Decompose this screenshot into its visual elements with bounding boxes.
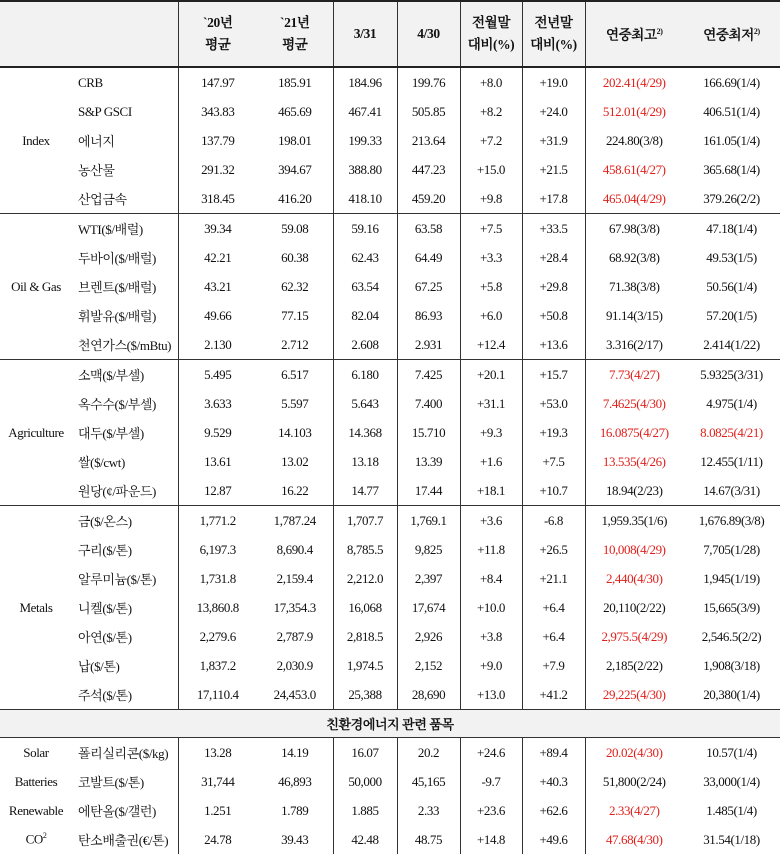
change-mom-cell: +7.2 (460, 126, 522, 155)
year-high-cell: 67.98(3/8) (585, 214, 683, 244)
change-yoy-cell: +17.8 (522, 184, 585, 214)
avg-2020-cell: 291.32 (178, 155, 257, 184)
change-yoy-cell: +31.9 (522, 126, 585, 155)
value-3-31-cell: 25,388 (333, 680, 397, 710)
value-4-30-cell: 2,152 (397, 651, 460, 680)
year-low-cell: 1,945(1/19) (703, 570, 760, 586)
change-mom-cell: +3.8 (460, 622, 522, 651)
year-high-cell: 16.0875(4/27) (585, 418, 683, 447)
change-mom-cell: +24.6 (460, 738, 522, 768)
value-3-31-cell: 50,000 (333, 767, 397, 796)
table-row (0, 796, 780, 825)
table-row (0, 738, 780, 768)
year-low-cell: 4.975(1/4) (706, 395, 757, 411)
avg-2021-cell: 2,787.9 (276, 628, 313, 644)
change-mom-cell: +5.8 (460, 272, 522, 301)
year-low-cell: 166.69(1/4) (703, 74, 760, 90)
header-3-31: 3/31 (333, 1, 397, 67)
change-yoy-cell: +10.7 (522, 476, 585, 506)
value-4-30-cell: 199.76 (397, 67, 460, 97)
avg-2021-cell: 8,690.4 (276, 541, 313, 557)
item-label: 옥수수($/부셀) (78, 397, 156, 412)
category-label (0, 796, 72, 825)
value-3-31-cell: 14.368 (333, 418, 397, 447)
avg-2020-cell: 17,110.4 (178, 680, 257, 710)
table-row (0, 126, 780, 155)
avg-2020-cell: 2.130 (178, 330, 257, 360)
avg-2021-cell: 46,893 (278, 773, 312, 789)
value-3-31-cell: 82.04 (333, 301, 397, 330)
year-low-cell: 49.53(1/5) (706, 249, 757, 265)
avg-2020-cell: 2,279.6 (178, 622, 257, 651)
header-year-low (683, 1, 780, 67)
table-row (0, 593, 780, 622)
item-label: 코발트($/톤) (78, 775, 144, 790)
header-2020-avg (178, 1, 257, 67)
table-row (0, 360, 780, 390)
avg-2020-cell: 1.251 (178, 796, 257, 825)
year-low-cell: 1,676.89(3/8) (698, 512, 765, 528)
change-yoy-cell: +89.4 (522, 738, 585, 768)
change-mom-cell: +14.8 (460, 825, 522, 854)
avg-2021-cell: 1.789 (281, 802, 309, 818)
year-high-cell: 68.92(3/8) (585, 243, 683, 272)
change-yoy-cell: +6.4 (522, 622, 585, 651)
value-4-30-cell: 63.58 (397, 214, 460, 244)
year-low-cell: 7,705(1/28) (703, 541, 760, 557)
avg-2021-cell: 14.103 (278, 424, 312, 440)
item-label: 금($/온스) (78, 514, 132, 529)
avg-2021-cell: 13.02 (281, 453, 309, 469)
value-4-30-cell: 28,690 (397, 680, 460, 710)
change-mom-cell: +10.0 (460, 593, 522, 622)
avg-2021-cell: 465.69 (278, 103, 312, 119)
change-yoy-cell: +7.5 (522, 447, 585, 476)
item-label: 농산물 (78, 163, 115, 178)
item-label: WTI($/배럴) (78, 222, 143, 237)
avg-2021-cell: 60.38 (281, 249, 309, 265)
year-low-cell: 57.20(1/5) (706, 307, 757, 323)
avg-2021-cell: 24,453.0 (273, 686, 316, 702)
table-row (0, 535, 780, 564)
value-3-31-cell: 2,212.0 (333, 564, 397, 593)
avg-2021-cell: 416.20 (257, 184, 333, 214)
value-3-31-cell: 388.80 (333, 155, 397, 184)
change-yoy-cell: +50.8 (522, 301, 585, 330)
year-high-cell: 10,008(4/29) (585, 535, 683, 564)
category-label (0, 738, 72, 768)
year-low-cell: 20,380(1/4) (703, 686, 760, 702)
year-high-cell: 2.33(4/27) (585, 796, 683, 825)
value-3-31-cell: 42.48 (333, 825, 397, 854)
item-label: 에탄올($/갤런) (78, 804, 156, 819)
table-row (0, 155, 780, 184)
year-high-cell: 1,959.35(1/6) (585, 506, 683, 536)
category-text: Solar (23, 744, 49, 760)
avg-2021-cell: 77.15 (281, 307, 309, 323)
value-3-31-cell: 199.33 (333, 126, 397, 155)
value-3-31-cell: 5.643 (333, 389, 397, 418)
avg-2021-cell: 185.91 (278, 74, 312, 90)
header-mom (460, 1, 522, 67)
item-label: 구리($/톤) (78, 543, 132, 558)
year-low-cell: 15,665(3/9) (703, 599, 760, 615)
change-yoy-cell: +49.6 (522, 825, 585, 854)
value-4-30-cell: 48.75 (397, 825, 460, 854)
change-mom-cell: +3.3 (460, 243, 522, 272)
value-3-31-cell: 13.18 (333, 447, 397, 476)
value-4-30-cell: 1,769.1 (397, 506, 460, 536)
item-label: 천연가스($/mBtu) (72, 330, 178, 360)
avg-2021-cell: 2,159.4 (276, 570, 313, 586)
avg-2020-cell: 39.34 (178, 214, 257, 244)
header-yoy (522, 1, 585, 67)
item-label: 소맥($/부셀) (78, 368, 144, 383)
value-3-31-cell: 418.10 (333, 184, 397, 214)
avg-2021-cell: 2,030.9 (276, 657, 313, 673)
item-label: 탄소배출권(€/톤) (78, 833, 169, 848)
table-row (0, 214, 780, 244)
change-mom-cell: +13.0 (460, 680, 522, 710)
change-yoy-cell: +15.7 (522, 360, 585, 390)
subscript-2: 2 (42, 831, 47, 841)
change-yoy-cell: +53.0 (522, 389, 585, 418)
change-yoy-cell: +26.5 (522, 535, 585, 564)
avg-2020-cell: 42.21 (178, 243, 257, 272)
change-yoy-cell: +21.5 (522, 155, 585, 184)
item-label: 폴리실리콘($/kg) (78, 746, 169, 761)
item-label: 두바이($/배럴) (78, 251, 156, 266)
header-year-high (585, 1, 683, 67)
value-4-30-cell: 2.33 (397, 796, 460, 825)
value-3-31-cell: 14.77 (333, 476, 397, 506)
header-blank (0, 1, 178, 67)
value-4-30-cell: 17,674 (397, 593, 460, 622)
table-row (0, 680, 780, 710)
value-4-30-cell: 13.39 (397, 447, 460, 476)
avg-2020-cell: 137.79 (178, 126, 257, 155)
footnote-marker: 2) (656, 27, 663, 37)
year-high-cell: 2,975.5(4/29) (585, 622, 683, 651)
section-title: 친환경에너지 관련 품목 (0, 710, 780, 738)
change-yoy-cell: +62.6 (522, 796, 585, 825)
value-4-30-cell: 20.2 (397, 738, 460, 768)
table-row (0, 272, 780, 301)
header-text: 전년말 (534, 15, 573, 30)
item-label: 아연($/톤) (78, 630, 132, 645)
value-3-31-cell: 62.43 (333, 243, 397, 272)
table-row (0, 651, 780, 680)
category-text: CO (25, 831, 43, 847)
change-mom-cell: +18.1 (460, 476, 522, 506)
table-row (0, 825, 780, 854)
table-row (0, 476, 780, 506)
year-low-cell: 10.57(1/4) (706, 744, 757, 760)
change-yoy-cell: +33.5 (522, 214, 585, 244)
change-mom-cell: +9.0 (460, 651, 522, 680)
avg-2020-cell: 43.21 (178, 272, 257, 301)
table-row (0, 418, 780, 447)
table-row (0, 447, 780, 476)
year-low-cell: 161.05(1/4) (703, 132, 760, 148)
change-yoy-cell: +6.4 (522, 593, 585, 622)
item-label: 원당(¢/파운드) (72, 476, 178, 506)
header-text: `20년 (203, 15, 233, 30)
item-label: 휘발유($/배럴) (78, 309, 156, 324)
value-4-30-cell: 9,825 (397, 535, 460, 564)
value-3-31-cell: 1.885 (333, 796, 397, 825)
change-yoy-cell: +7.9 (522, 651, 585, 680)
value-4-30-cell: 459.20 (397, 184, 460, 214)
avg-2020-cell: 343.83 (178, 97, 257, 126)
value-3-31-cell: 1,707.7 (333, 506, 397, 536)
year-high-cell: 512.01(4/29) (585, 97, 683, 126)
table-row (0, 97, 780, 126)
year-low-cell: 47.18(1/4) (706, 220, 757, 236)
avg-2021-cell: 59.08 (281, 220, 309, 236)
table-row (0, 622, 780, 651)
table-row (0, 184, 780, 214)
year-high-cell: 29,225(4/30) (585, 680, 683, 710)
category-text: Batteries (14, 773, 58, 789)
change-yoy-cell: +28.4 (522, 243, 585, 272)
change-yoy-cell: +24.0 (522, 97, 585, 126)
change-mom-cell: +1.6 (460, 447, 522, 476)
change-mom-cell: +9.8 (460, 184, 522, 214)
table-row (0, 67, 780, 97)
avg-2020-cell: 147.97 (178, 67, 257, 97)
header-text: 평균 (282, 37, 308, 52)
table-row (0, 564, 780, 593)
category-label: Agriculture (0, 360, 72, 506)
value-3-31-cell: 63.54 (333, 272, 397, 301)
change-mom-cell: +31.1 (460, 389, 522, 418)
year-high-cell: 51,800(2/24) (585, 767, 683, 796)
year-low-cell: 12.455(1/11) (700, 453, 763, 469)
year-high-cell: 3.316(2/17) (585, 330, 683, 360)
avg-2020-cell: 6,197.3 (178, 535, 257, 564)
value-4-30-cell: 17.44 (397, 476, 460, 506)
item-label: 브렌트($/배럴) (78, 280, 156, 295)
value-4-30-cell: 15.710 (397, 418, 460, 447)
year-high-cell: 458.61(4/27) (585, 155, 683, 184)
avg-2020-cell: 5.495 (178, 360, 257, 390)
change-mom-cell: +8.0 (460, 67, 522, 97)
avg-2021-cell: 5.597 (281, 395, 309, 411)
avg-2021-cell: 1,787.24 (273, 512, 316, 528)
value-3-31-cell: 2.608 (333, 330, 397, 360)
avg-2020-cell: 13.61 (178, 447, 257, 476)
year-low-cell: 33,000(1/4) (703, 773, 760, 789)
year-high-cell: 20.02(4/30) (585, 738, 683, 768)
value-4-30-cell: 2,397 (397, 564, 460, 593)
header-text: 평균 (205, 37, 231, 52)
avg-2021-cell: 394.67 (278, 161, 312, 177)
year-high-cell: 91.14(3/15) (585, 301, 683, 330)
category-label (0, 767, 72, 796)
year-low-cell: 5.9325(3/31) (700, 366, 763, 382)
avg-2021-cell: 2.712 (257, 330, 333, 360)
category-label: Metals (19, 599, 53, 615)
item-label: 주석($/톤) (78, 688, 132, 703)
year-high-cell: 7.4625(4/30) (585, 389, 683, 418)
value-4-30-cell: 7.425 (397, 360, 460, 390)
change-mom-cell: +9.3 (460, 418, 522, 447)
avg-2021-cell: 16.22 (257, 476, 333, 506)
year-low-cell: 50.56(1/4) (706, 278, 757, 294)
value-4-30-cell: 447.23 (397, 155, 460, 184)
change-mom-cell: +3.6 (460, 506, 522, 536)
change-yoy-cell: +19.0 (522, 67, 585, 97)
avg-2021-cell: 6.517 (281, 366, 309, 382)
header-text: 연중최저 (703, 27, 754, 43)
year-low-cell: 1.485(1/4) (706, 802, 757, 818)
value-4-30-cell: 213.64 (397, 126, 460, 155)
year-high-cell: 202.41(4/29) (585, 67, 683, 97)
value-4-30-cell: 67.25 (397, 272, 460, 301)
change-mom-cell: -9.7 (460, 767, 522, 796)
header-text: 전월말 (472, 15, 510, 30)
avg-2021-cell: 14.19 (281, 744, 309, 760)
header-text: 대비(%) (467, 37, 515, 52)
header-text: 연중최고 (606, 27, 657, 43)
item-label: 쌀($/cwt) (78, 455, 125, 470)
table-body (0, 67, 780, 854)
value-3-31-cell: 2,818.5 (333, 622, 397, 651)
change-mom-cell: +11.8 (460, 535, 522, 564)
section-row (0, 710, 780, 738)
avg-2020-cell: 3.633 (178, 389, 257, 418)
item-label: 산업금속 (72, 184, 178, 214)
change-mom-cell: +8.4 (460, 564, 522, 593)
value-3-31-cell: 6.180 (333, 360, 397, 390)
year-low-cell: 2,546.5(2/2) (701, 628, 762, 644)
year-high-cell: 465.04(4/29) (585, 184, 683, 214)
table-row (0, 389, 780, 418)
avg-2021-cell: 198.01 (278, 132, 312, 148)
change-mom-cell: +6.0 (460, 301, 522, 330)
header-text: 대비(%) (530, 37, 577, 52)
avg-2021-cell: 17,354.3 (273, 599, 316, 615)
table-header (0, 1, 780, 67)
year-high-cell: 47.68(4/30) (585, 825, 683, 854)
table-row (0, 506, 780, 536)
avg-2020-cell: 1,837.2 (178, 651, 257, 680)
header-text: `21년 (280, 15, 310, 30)
change-yoy-cell: -6.8 (522, 506, 585, 536)
change-yoy-cell: +13.6 (522, 330, 585, 360)
value-4-30-cell: 2.931 (397, 330, 460, 360)
year-low-cell: 379.26(2/2) (683, 184, 780, 214)
change-mom-cell: +23.6 (460, 796, 522, 825)
avg-2020-cell: 12.87 (178, 476, 257, 506)
avg-2020-cell: 49.66 (178, 301, 257, 330)
avg-2020-cell: 1,771.2 (178, 506, 257, 536)
year-low-cell: 8.0825(4/21) (700, 424, 763, 440)
avg-2021-cell: 62.32 (281, 278, 309, 294)
change-yoy-cell: +41.2 (522, 680, 585, 710)
value-4-30-cell: 2,926 (397, 622, 460, 651)
avg-2020-cell: 31,744 (178, 767, 257, 796)
year-high-cell: 7.73(4/27) (585, 360, 683, 390)
year-high-cell: 13.535(4/26) (585, 447, 683, 476)
table-row (0, 330, 780, 360)
avg-2020-cell: 9.529 (178, 418, 257, 447)
avg-2021-cell: 39.43 (281, 831, 309, 847)
year-low-cell: 406.51(1/4) (703, 103, 760, 119)
avg-2020-cell: 318.45 (178, 184, 257, 214)
value-3-31-cell: 1,974.5 (333, 651, 397, 680)
table-row (0, 767, 780, 796)
value-3-31-cell: 184.96 (333, 67, 397, 97)
header-2021-avg (257, 1, 333, 67)
value-3-31-cell: 8,785.5 (333, 535, 397, 564)
avg-2020-cell: 13,860.8 (178, 593, 257, 622)
year-high-cell: 2,185(2/22) (585, 651, 683, 680)
value-3-31-cell: 467.41 (333, 97, 397, 126)
year-low-cell: 14.67(3/31) (683, 476, 780, 506)
avg-2020-cell: 24.78 (178, 825, 257, 854)
change-yoy-cell: +40.3 (522, 767, 585, 796)
value-3-31-cell: 16.07 (333, 738, 397, 768)
item-label: 납($/톤) (78, 659, 120, 674)
change-mom-cell: +20.1 (460, 360, 522, 390)
item-label: 니켈($/톤) (78, 601, 132, 616)
item-label: S&P GSCI (78, 103, 132, 119)
year-high-cell: 2,440(4/30) (585, 564, 683, 593)
item-label: 에너지 (78, 134, 115, 149)
avg-2020-cell: 13.28 (178, 738, 257, 768)
footnote-marker: 2) (753, 27, 760, 37)
item-label: 대두($/부셀) (78, 426, 144, 441)
value-4-30-cell: 45,165 (397, 767, 460, 796)
value-3-31-cell: 59.16 (333, 214, 397, 244)
table-row (0, 243, 780, 272)
item-label: 알루미늄($/톤) (78, 572, 156, 587)
change-yoy-cell: +29.8 (522, 272, 585, 301)
value-4-30-cell: 7.400 (397, 389, 460, 418)
category-label (0, 825, 72, 854)
year-high-cell: 224.80(3/8) (585, 126, 683, 155)
value-4-30-cell: 86.93 (397, 301, 460, 330)
change-yoy-cell: +19.3 (522, 418, 585, 447)
item-label: CRB (78, 74, 103, 90)
year-high-cell: 18.94(2/23) (585, 476, 683, 506)
value-3-31-cell: 16,068 (333, 593, 397, 622)
change-mom-cell: +15.0 (460, 155, 522, 184)
year-low-cell: 31.54(1/18) (703, 831, 760, 847)
year-low-cell: 2.414(1/22) (683, 330, 780, 360)
change-mom-cell: +7.5 (460, 214, 522, 244)
value-4-30-cell: 64.49 (397, 243, 460, 272)
year-low-cell: 365.68(1/4) (703, 161, 760, 177)
change-yoy-cell: +21.1 (522, 564, 585, 593)
change-mom-cell: +8.2 (460, 97, 522, 126)
year-low-cell: 1,908(3/18) (703, 657, 760, 673)
category-label: Index (0, 67, 72, 214)
avg-2020-cell: 1,731.8 (178, 564, 257, 593)
year-high-cell: 71.38(3/8) (585, 272, 683, 301)
table-row (0, 301, 780, 330)
category-label: Oil & Gas (0, 214, 72, 360)
header-4-30: 4/30 (397, 1, 460, 67)
category-text: Renewable (8, 802, 64, 818)
change-mom-cell: +12.4 (460, 330, 522, 360)
value-4-30-cell: 505.85 (397, 97, 460, 126)
year-high-cell: 20,110(2/22) (585, 593, 683, 622)
